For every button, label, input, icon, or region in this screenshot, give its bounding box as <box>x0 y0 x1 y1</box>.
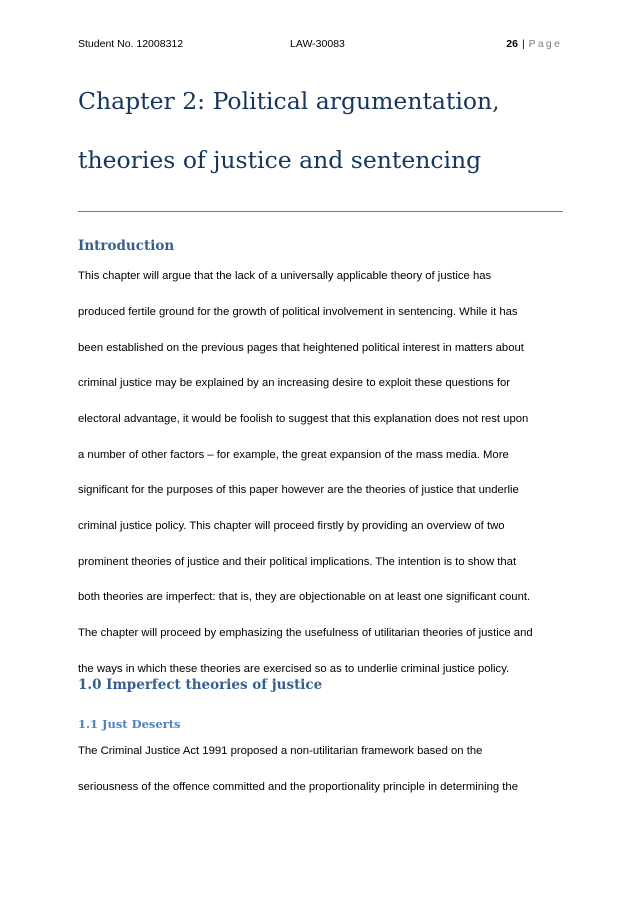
intro-line-7: significant for the purposes of this paper however are the theories of justice that underlie <box>78 484 519 496</box>
page-number: 26 <box>506 38 518 50</box>
intro-line-1: This chapter will argue that the lack of a universally applicable theory of justice has <box>78 270 492 282</box>
intro-line-10: both theories are imperfect: that is, they are objectionable on at least one significant count. <box>78 591 531 603</box>
intro-line-12: the ways in which these theories are exercised so as to underlie criminal justice policy. <box>78 663 510 675</box>
intro-line-4: criminal justice may be explained by an increasing desire to exploit these questions for <box>78 377 511 389</box>
intro-line-2: produced fertile ground for the growth of political involvement in sentencing. While it has <box>78 306 518 318</box>
intro-line-3: been established on the previous pages that heightened political interest in matters about <box>78 342 524 354</box>
intro-line-11: The chapter will proceed by emphasizing the usefulness of utilitarian theories of justice and <box>78 627 533 639</box>
running-header <box>78 38 562 54</box>
section-1-1-line-1: The Criminal Justice Act 1991 proposed a non-utilitarian framework based on the <box>78 745 483 757</box>
header-separator: | <box>521 38 525 50</box>
student-number: Student No. 12008312 <box>78 38 184 50</box>
title-divider <box>78 211 563 212</box>
intro-line-5: electoral advantage, it would be foolish to suggest that this explanation does not rest upon <box>78 413 529 425</box>
course-code: LAW-30083 <box>290 38 345 50</box>
page-indicator <box>506 38 562 50</box>
intro-line-8: criminal justice policy. This chapter will proceed firstly by providing an overview of two <box>78 520 505 532</box>
intro-line-9: prominent theories of justice and their political implications. The intention is to show that <box>78 556 517 568</box>
intro-line-6: a number of other factors – for example, the great expansion of the mass media. More <box>78 449 509 461</box>
page-word: Page <box>528 38 562 50</box>
chapter-title-line-1: Chapter 2: Political argumentation, <box>78 87 500 115</box>
chapter-title-line-2: theories of justice and sentencing <box>78 146 482 174</box>
section-1-1-line-2: seriousness of the offence committed and the proportionality principle in determining the <box>78 781 518 793</box>
section-1-heading: 1.0 Imperfect theories of justice <box>78 677 323 693</box>
introduction-heading: Introduction <box>78 238 175 254</box>
section-1-1-heading: 1.1 Just Deserts <box>78 717 181 731</box>
